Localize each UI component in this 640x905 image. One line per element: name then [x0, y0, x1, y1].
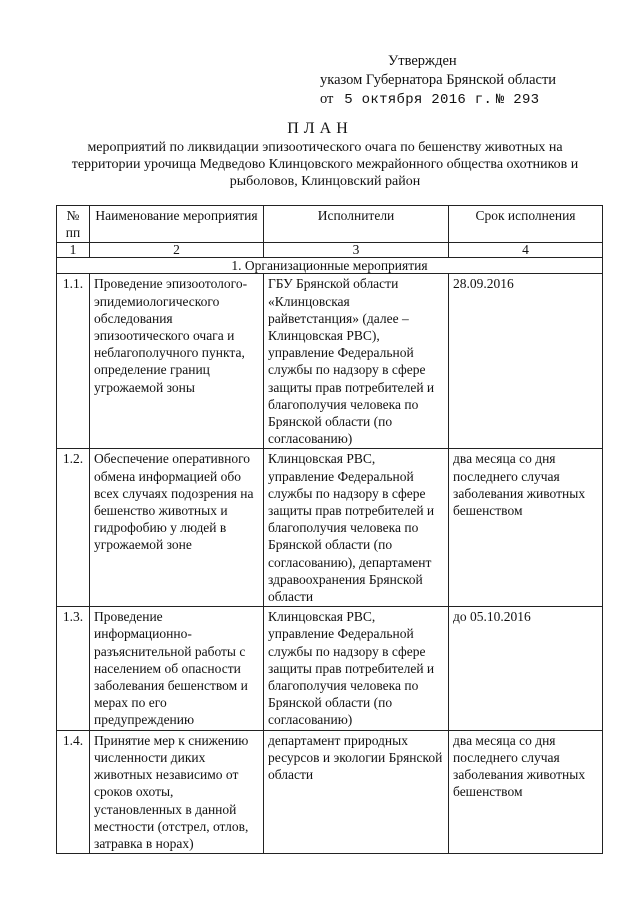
col-number: 2 — [90, 243, 264, 258]
approval-date-line — [320, 90, 556, 110]
header-executors: Исполнители — [264, 206, 449, 243]
row-num: 1.3. — [57, 607, 90, 730]
row-deadline: до 05.10.2016 — [449, 607, 603, 730]
row-executors: Клинцовская РВС, управление Федеральной службы по надзору в сфере защиты прав потребителей и благополучия человека по Брянской области (по согласованию) — [264, 607, 449, 730]
approval-authority: указом Губернатора Брянской области — [320, 72, 557, 88]
approval-prefix: от — [320, 91, 334, 107]
document-title: ПЛАН — [287, 120, 353, 137]
header-deadline: Срок исполнения — [449, 206, 603, 243]
approval-block — [320, 52, 556, 110]
row-name: Проведение информационно-разъяснительной работы с населением об опасности заболевания бешенством и мерах по его предупреждению — [90, 607, 264, 730]
approval-status: Утвержден — [388, 53, 457, 69]
row-name: Принятие мер к снижению численности диких животных независимо от сроков охоты, установленных в данной местности (отстрел, отлов, затравка в норах) — [90, 730, 264, 853]
header-name: Наименование мероприятия — [90, 206, 264, 243]
column-number-row — [57, 243, 603, 258]
table-row — [57, 449, 603, 607]
row-executors: Клинцовская РВС, управление Федеральной службы по надзору в сфере защиты прав потребителей и благополучия человека по Брянской области (по согласованию), департамент здравоохранения Брянской области — [264, 449, 449, 607]
row-num: 1.1. — [57, 274, 90, 449]
approval-number: № 293 — [495, 92, 540, 108]
table-row — [57, 607, 603, 730]
col-number: 4 — [449, 243, 603, 258]
row-deadline: два месяца со дня последнего случая заболевания животных бешенством — [449, 730, 603, 853]
row-executors: ГБУ Брянской области «Клинцовская райветстанция» (далее – Клинцовская РВС), управление Федеральной службы по надзору в сфере защиты прав потребителей и благополучия человека по Брянской области (по согласованию) — [264, 274, 449, 449]
header-num: № пп — [57, 206, 90, 243]
row-num: 1.2. — [57, 449, 90, 607]
row-deadline: два месяца со дня последнего случая заболевания животных бешенством — [449, 449, 603, 607]
section-row — [57, 258, 603, 274]
document-subtitle: мероприятий по ликвидации эпизоотического очага по бешенству животных на территории урочища Медведово Клинцовского межрайонного общества охотников и рыболовов, Клинцовский район — [71, 140, 579, 189]
col-number: 3 — [264, 243, 449, 258]
col-number: 1 — [57, 243, 90, 258]
row-num: 1.4. — [57, 730, 90, 853]
row-name: Проведение эпизоотолого-эпидемиологического обследования эпизоотического очага и неблагополучного пункта, определение границ угрожаемой зоны — [90, 274, 264, 449]
row-executors: департамент природных ресурсов и экологии Брянской области — [264, 730, 449, 853]
plan-table — [56, 205, 603, 854]
row-name: Обеспечение оперативного обмена информацией обо всех случаях подозрения на бешенство животных и гидрофобию у людей в угрожаемой зоне — [90, 449, 264, 607]
table-row — [57, 730, 603, 853]
table-header-row — [57, 206, 603, 243]
row-deadline: 28.09.2016 — [449, 274, 603, 449]
section-title: 1. Организационные мероприятия — [57, 258, 603, 274]
table-row — [57, 274, 603, 449]
approval-date: 5 октября 2016 г. — [344, 92, 493, 108]
